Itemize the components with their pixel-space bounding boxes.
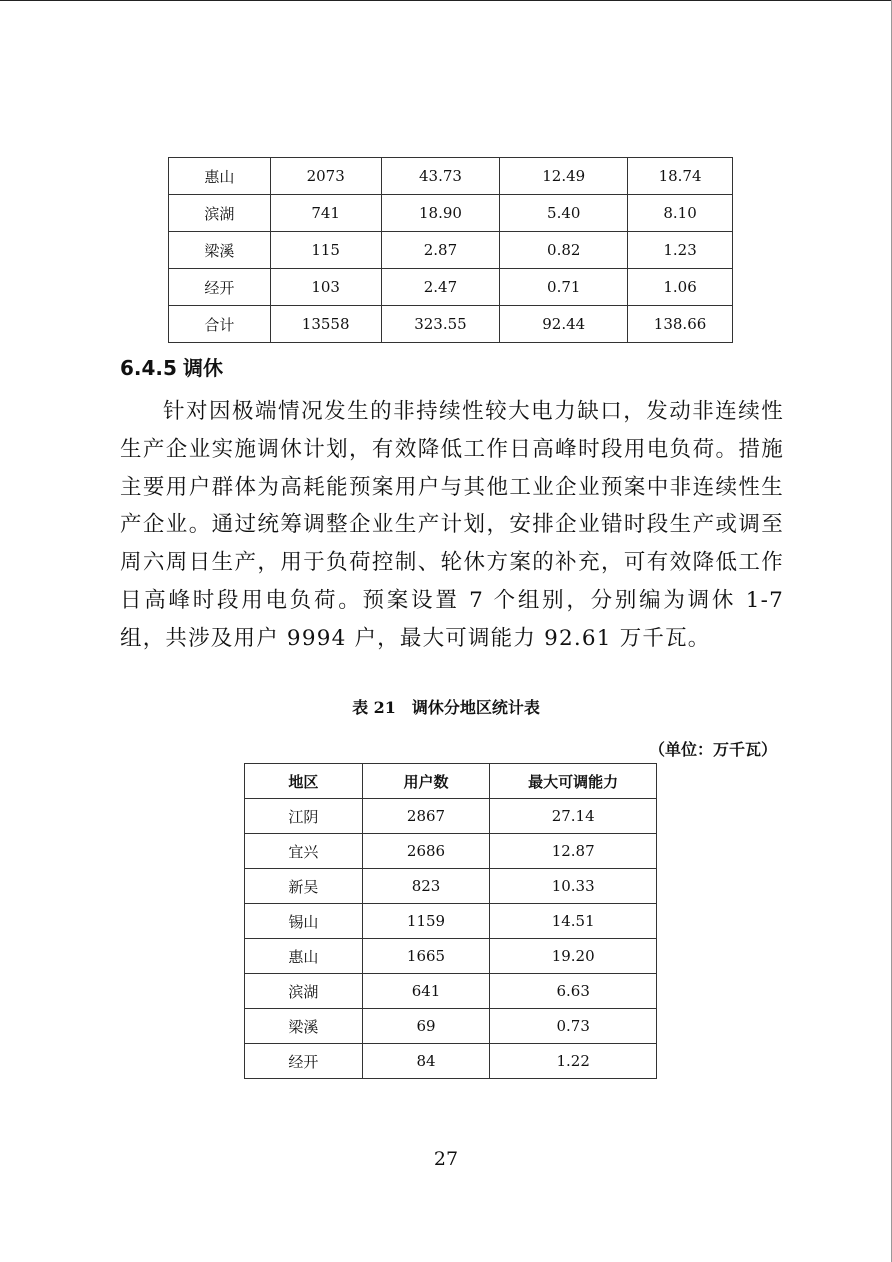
body-text	[120, 393, 784, 658]
header-user-count: 用户数	[362, 764, 490, 799]
value-cell: 0.82	[500, 232, 628, 269]
user-count-cell: 84	[362, 1044, 490, 1079]
section-number: 6.4.5	[120, 356, 177, 380]
table-row	[169, 195, 733, 232]
max-capacity-cell: 12.87	[490, 834, 657, 869]
max-capacity-cell: 10.33	[490, 869, 657, 904]
table-row	[169, 158, 733, 195]
value-cell: 18.90	[381, 195, 500, 232]
region-cell: 新吴	[245, 869, 363, 904]
table-row	[245, 869, 657, 904]
section-heading	[120, 352, 229, 381]
max-capacity-cell: 0.73	[490, 1009, 657, 1044]
max-capacity-cell: 1.22	[490, 1044, 657, 1079]
max-capacity-cell: 27.14	[490, 799, 657, 834]
section-title: 调休	[182, 356, 223, 380]
region-cell: 滨湖	[245, 974, 363, 1009]
value-cell: 12.49	[500, 158, 628, 195]
region-cell: 经开	[245, 1044, 363, 1079]
region-cell: 梁溪	[245, 1009, 363, 1044]
user-count-cell: 641	[362, 974, 490, 1009]
table-row	[245, 1009, 657, 1044]
user-count-cell: 2073	[270, 158, 381, 195]
user-count-cell: 741	[270, 195, 381, 232]
table-row	[245, 904, 657, 939]
header-max-capacity: 最大可调能力	[490, 764, 657, 799]
table-row	[245, 974, 657, 1009]
value-cell: 1.23	[628, 232, 733, 269]
table-header-row	[245, 764, 657, 799]
table-row	[245, 1044, 657, 1079]
value-cell: 0.71	[500, 269, 628, 306]
value-cell: 43.73	[381, 158, 500, 195]
paragraph: 针对因极端情况发生的非持续性较大电力缺口，发动非连续性生产企业实施调休计划，有效降低工作日高峰时段用电负荷。措施主要用户群体为高耗能预案用户与其他工业企业预案中非连续性生产企业。通过统筹调整企业生产计划，安排企业错时段生产或调至周六周日生产，用于负荷控制、轮休方案的补充，可有效降低工作日高峰时段用电负荷。预案设置 7 个组别，分别编为调休 1-7 组，共涉及用户 9994 户，最大可调能力 92.61 万千瓦。	[120, 399, 784, 651]
table-row	[169, 269, 733, 306]
region-cell: 惠山	[169, 158, 271, 195]
max-capacity-cell: 19.20	[490, 939, 657, 974]
user-count-cell: 103	[270, 269, 381, 306]
table-caption: 表 21 调休分地区统计表	[352, 698, 540, 717]
region-cell: 经开	[169, 269, 271, 306]
region-cell: 梁溪	[169, 232, 271, 269]
value-cell: 1.06	[628, 269, 733, 306]
table-row	[245, 939, 657, 974]
page-top-border	[0, 0, 892, 1]
table-row	[169, 232, 733, 269]
value-cell: 8.10	[628, 195, 733, 232]
user-count-cell: 2867	[362, 799, 490, 834]
user-count-cell: 1665	[362, 939, 490, 974]
region-cell: 锡山	[245, 904, 363, 939]
header-region: 地区	[245, 764, 363, 799]
value-cell: 138.66	[628, 306, 733, 343]
user-count-cell: 115	[270, 232, 381, 269]
region-capacity-table-continued	[168, 157, 733, 343]
page-number: 27	[433, 1148, 459, 1170]
region-cell: 宜兴	[245, 834, 363, 869]
max-capacity-cell: 6.63	[490, 974, 657, 1009]
user-count-cell: 69	[362, 1009, 490, 1044]
table-row	[169, 306, 733, 343]
user-count-cell: 2686	[362, 834, 490, 869]
value-cell: 5.40	[500, 195, 628, 232]
table-row	[245, 799, 657, 834]
value-cell: 92.44	[500, 306, 628, 343]
table-unit-note: （单位：万千瓦）	[648, 740, 777, 759]
user-count-cell: 13558	[270, 306, 381, 343]
region-cell: 滨湖	[169, 195, 271, 232]
table-row	[245, 834, 657, 869]
value-cell: 323.55	[381, 306, 500, 343]
region-cell: 惠山	[245, 939, 363, 974]
value-cell: 2.87	[381, 232, 500, 269]
value-cell: 18.74	[628, 158, 733, 195]
region-cell: 合计	[169, 306, 271, 343]
value-cell: 2.47	[381, 269, 500, 306]
user-count-cell: 1159	[362, 904, 490, 939]
user-count-cell: 823	[362, 869, 490, 904]
max-capacity-cell: 14.51	[490, 904, 657, 939]
region-cell: 江阴	[245, 799, 363, 834]
rest-schedule-region-table	[244, 763, 657, 1079]
